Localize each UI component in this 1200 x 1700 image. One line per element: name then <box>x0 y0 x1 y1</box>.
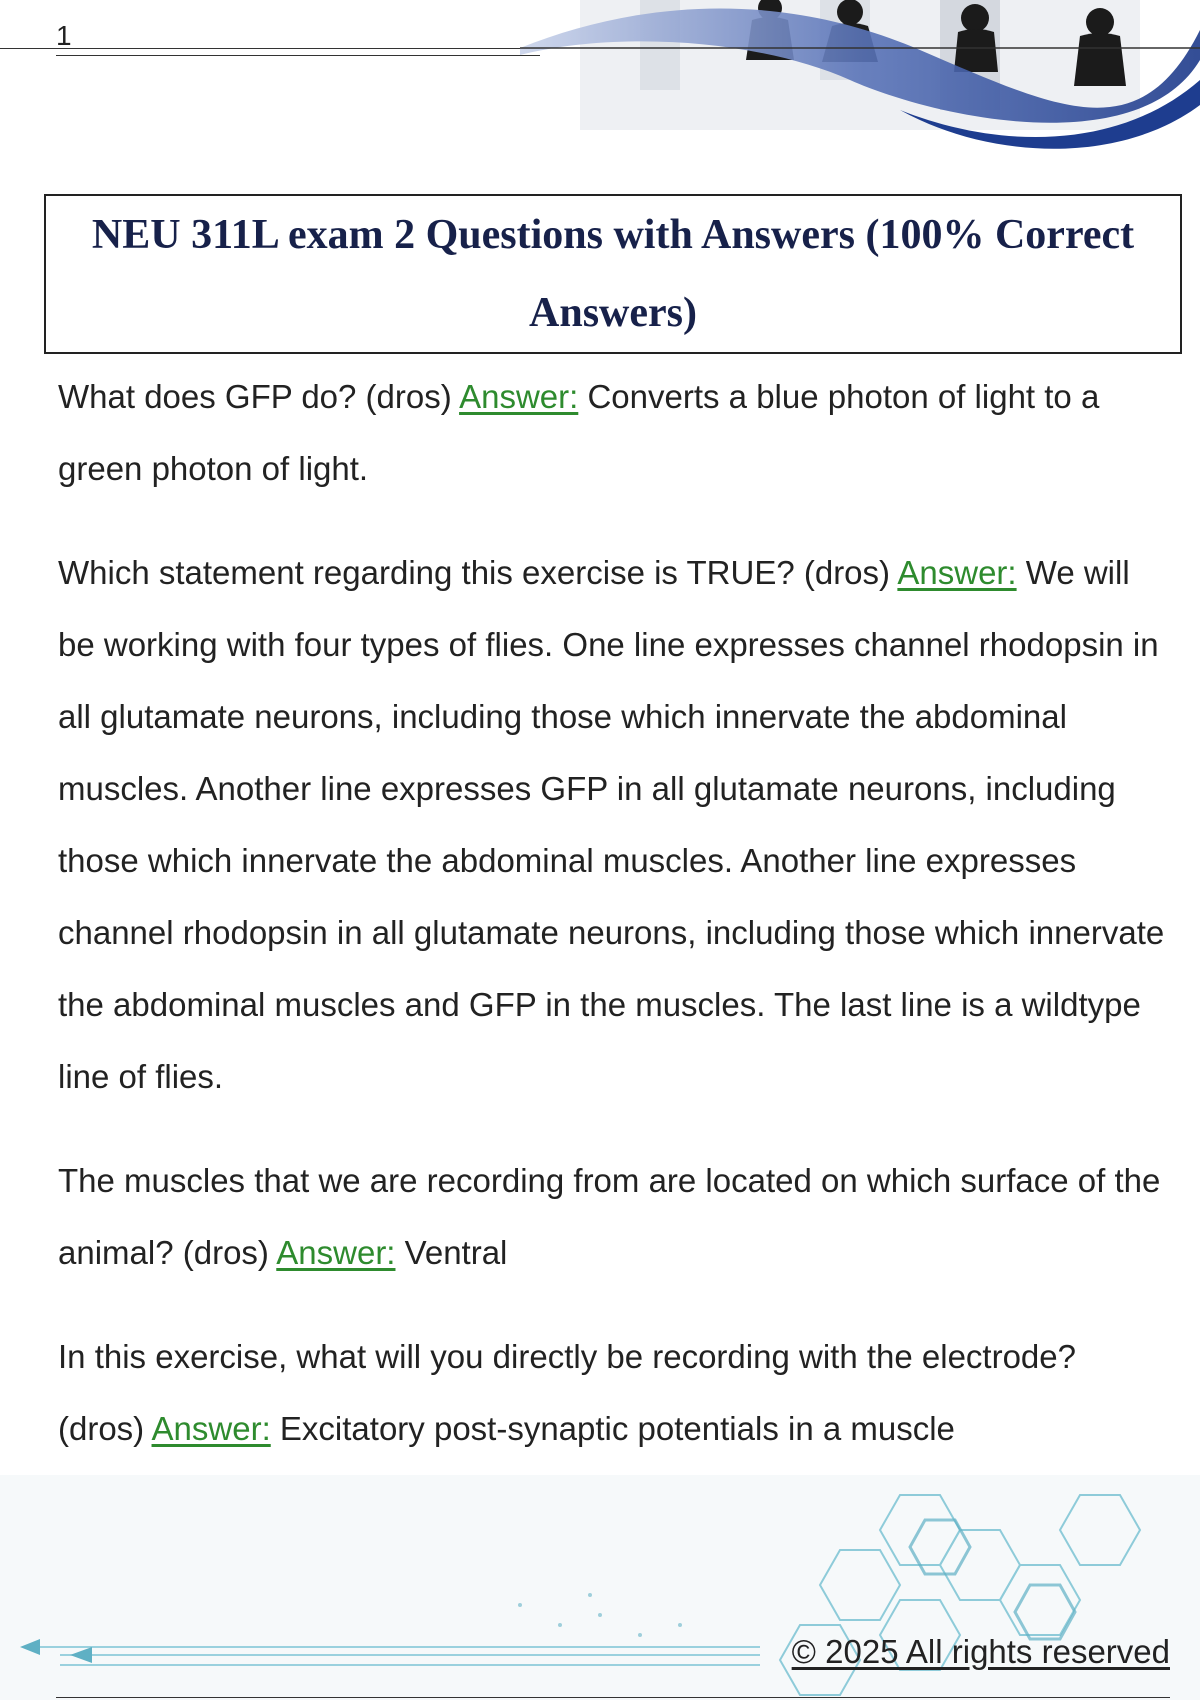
answer-label: Answer: <box>276 1234 396 1271</box>
copyright-notice: © 2025 All rights reserved <box>791 1633 1170 1670</box>
question-text: In this exercise, what will you directly be recording with the electrode? (dros) <box>58 1338 1076 1447</box>
answer-text: We will be working with four types of flies. One line expresses channel rhodopsin in all glutamate neurons, including those which innervate the abdominal muscles. Another line expresses GFP in all glutamate neurons, including those which innervate the abdominal muscles. Another line expresses channel rhodopsin in all glutamate neurons, including those which innervate the abdominal muscles and GFP in the muscles. The last line is a wildtype line of flies. <box>58 554 1165 1095</box>
header-rule-underline <box>56 55 540 56</box>
question-text: What does GFP do? (dros) <box>58 378 460 415</box>
document-title: NEU 311L exam 2 Questions with Answers (100% Correct Answers) <box>91 212 1135 336</box>
title-box <box>44 194 1182 354</box>
question-text: Which statement regarding this exercise is TRUE? (dros) <box>58 554 898 591</box>
qa-list <box>58 361 1168 1497</box>
qa-item <box>58 1321 1168 1465</box>
page-number: 1 <box>56 20 72 51</box>
question-text: The muscles that we are recording from are located on which surface of the animal? (dros) <box>58 1162 1161 1271</box>
footer-rule <box>56 1697 1170 1698</box>
answer-text: Converts a blue photon of light to a green photon of light. <box>58 378 1100 487</box>
answer-label: Answer: <box>897 554 1017 591</box>
answer-text: Excitatory post-synaptic potentials in a muscle <box>270 1410 955 1447</box>
header-rule <box>0 48 540 49</box>
answer-label: Answer: <box>151 1410 271 1447</box>
answer-label: Answer: <box>459 378 579 415</box>
qa-item <box>58 537 1168 1113</box>
answer-text: Ventral <box>395 1234 508 1271</box>
qa-item <box>58 361 1168 505</box>
header-decoration-image <box>520 0 1200 160</box>
qa-item <box>58 1145 1168 1289</box>
